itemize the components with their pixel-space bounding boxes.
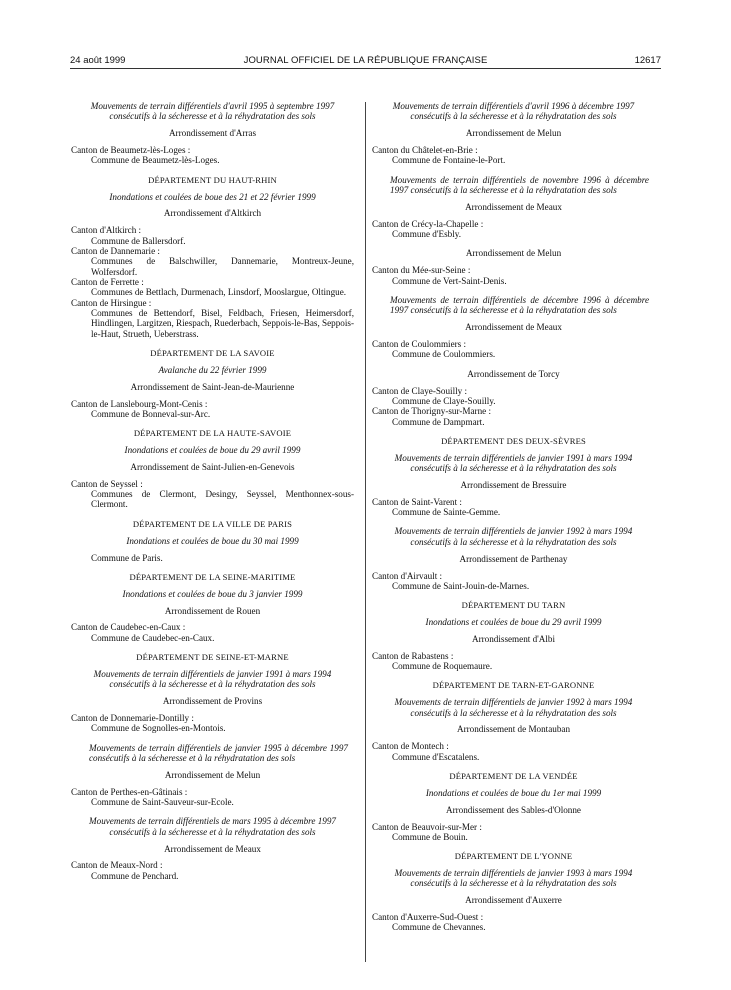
- journal-title: JOURNAL OFFICIEL DE LA RÉPUBLIQUE FRANÇAISE: [243, 55, 488, 66]
- section-heading: Avalanche du 22 février 1999: [158, 364, 267, 375]
- commune: Communes de Clermont, Desingy, Seyssel, Menthonnex-sous-Clermont.: [91, 489, 354, 510]
- section-heading: Inondations et coulées de boue du 30 mai 1999: [126, 535, 299, 546]
- canton: Canton de Coulommiers :: [372, 339, 467, 349]
- section-heading: Mouvements de terrain différentiels de janvier 1992 à mars 1994 consécutifs à la sécheresse et à la réhydratation des sols: [394, 697, 633, 718]
- commune: Commune de Dampmart.: [392, 416, 485, 427]
- canton: Canton de Caudebec-en-Caux :: [71, 622, 186, 633]
- arrondissement: Arrondissement de Meaux: [465, 201, 562, 212]
- right-column: [372, 101, 655, 933]
- arrondissement: Arrondissement de Rouen: [164, 605, 261, 616]
- arrondissement: Arrondissement d'Auxerre: [465, 895, 562, 906]
- arrondissement: Arrondissement de Melun: [465, 128, 562, 139]
- arrondissement: Arrondissement de Meaux: [465, 322, 562, 333]
- department-heading: DÉPARTEMENT DE LA VENDÉE: [449, 770, 578, 781]
- page-header: [0, 55, 731, 69]
- section-heading: Mouvements de terrain différentiels d'avril 1996 à décembre 1997 consécutifs à la sécheresse et à la réhydratation des sols: [392, 101, 635, 122]
- commune: Commune de Saint-Sauveur-sur-Ecole.: [91, 797, 234, 807]
- canton: Canton de Perthes-en-Gâtinais :: [71, 786, 188, 797]
- canton: Canton de Meaux-Nord :: [71, 860, 163, 871]
- commune: Communes de Balschwiller, Dannemarie, Montreux-Jeune, Wolfersdorf.: [91, 256, 354, 277]
- commune: Commune d'Escatalens.: [392, 751, 480, 762]
- commune: Communes de Bettlach, Durmenach, Linsdorf, Mooslargue, Oltingue.: [91, 287, 347, 298]
- commune: Commune de Coulommiers.: [392, 349, 496, 360]
- commune: Commune de Caudebec-en-Caux.: [91, 632, 215, 643]
- section-heading: Mouvements de terrain différentiels de janvier 1991 à mars 1994 consécutifs à la sécheresse et à la réhydratation des sols: [394, 452, 633, 474]
- arrondissement: Arrondissement de Provins: [162, 696, 263, 707]
- commune: Commune de Bonneval-sur-Arc.: [91, 408, 211, 419]
- arrondissement: Arrondissement de Parthenay: [459, 553, 568, 564]
- canton: Canton du Mée-sur-Seine :: [372, 265, 471, 276]
- commune: Commune de Fontaine-le-Port.: [392, 155, 506, 166]
- commune: Commune de Bouin.: [392, 831, 468, 842]
- section-heading: Inondations et coulées de boue du 1er mai 1999: [425, 787, 602, 798]
- arrondissement: Arrondissement d'Albi: [472, 633, 555, 644]
- canton: Canton de Donnemarie-Dontilly :: [71, 712, 194, 723]
- arrondissement: Arrondissement de Melun: [465, 248, 562, 259]
- department-heading: DÉPARTEMENT DE LA SEINE-MARITIME: [129, 571, 296, 582]
- commune: Commune de Beaumetz-lès-Loges.: [91, 155, 220, 166]
- commune: Communes de Bettendorf, Bisel, Feldbach, Friesen, Heimersdorf, Hindlingen, Largitzen, Riespach, Ruederbach, Seppois-le-Bas, Seppois-le-Haut, Strueth, Ueberstrass.: [91, 308, 354, 339]
- section-heading: Mouvements de terrain différentiels de janvier 1995 à décembre 1997 consécutifs à la sécheresse et à la réhydratation des sols: [89, 742, 348, 763]
- arrondissement: Arrondissement de Saint-Jean-de-Maurienne: [130, 381, 295, 392]
- section-heading: Mouvements de terrain différentiels de janvier 1993 à mars 1994 consécutifs à la sécheresse et à la réhydratation des sols: [394, 868, 633, 889]
- department-heading: DÉPARTEMENT DE SEINE-ET-MARNE: [136, 652, 289, 663]
- commune: Commune de Claye-Souilly.: [392, 395, 496, 406]
- issue-date: 24 août 1999: [70, 55, 126, 66]
- header-rule: [70, 68, 661, 69]
- department-heading: DÉPARTEMENT DE LA HAUTE-SAVOIE: [133, 428, 292, 439]
- commune: Commune de Sognolles-en-Montois.: [91, 723, 226, 734]
- commune: Commune de Roquemaure.: [392, 661, 493, 672]
- arrondissement: Arrondissement d'Altkirch: [163, 208, 262, 219]
- commune: Commune de Saint-Jouin-de-Marnes.: [392, 580, 530, 591]
- commune: Commune de Paris.: [91, 552, 163, 563]
- arrondissement: Arrondissement de Bressuire: [460, 479, 567, 490]
- commune: Commune de Chevannes.: [392, 922, 486, 933]
- left-column: [71, 101, 354, 881]
- canton: Canton de Lanslebourg-Mont-Cenis :: [71, 398, 208, 409]
- commune: Commune de Sainte-Gemme.: [392, 507, 501, 518]
- department-heading: DÉPARTEMENT DE TARN-ET-GARONNE: [432, 680, 595, 691]
- canton: Canton d'Altkirch :: [71, 225, 142, 236]
- arrondissement: Arrondissement des Sables-d'Olonne: [446, 804, 581, 815]
- commune: Commune de Vert-Saint-Denis.: [392, 275, 507, 286]
- canton: Canton d'Auxerre-Sud-Ouest :: [372, 912, 484, 923]
- section-heading: Mouvements de terrain différentiels de décembre 1996 à décembre 1997 consécutifs à la sécheresse et à la réhydratation des sols: [390, 294, 649, 316]
- canton: Canton de Beaumetz-lès-Loges :: [71, 145, 191, 156]
- arrondissement: Arrondissement de Melun: [164, 769, 261, 780]
- canton: Canton de Hirsingue :: [71, 297, 152, 308]
- canton: Canton d'Airvault :: [372, 570, 443, 581]
- section-heading: Mouvements de terrain différentiels de janvier 1992 à mars 1994 consécutifs à la sécheresse et à la réhydratation des sols: [394, 526, 633, 547]
- section-heading: Inondations et coulées de boue du 3 janvier 1999: [122, 588, 303, 599]
- commune: Commune de Penchard.: [91, 870, 179, 881]
- canton: Canton de Montech :: [372, 741, 449, 752]
- canton: Canton de Thorigny-sur-Marne :: [372, 406, 492, 417]
- department-heading: DÉPARTEMENT DU HAUT-RHIN: [148, 174, 277, 185]
- canton: Canton de Ferrette :: [71, 276, 144, 287]
- page-number: 12617: [634, 55, 661, 66]
- department-heading: DÉPARTEMENT DE LA VILLE DE PARIS: [132, 518, 293, 529]
- canton: Canton de Saint-Varent :: [372, 496, 462, 507]
- commune: Commune d'Esbly.: [392, 229, 461, 240]
- canton: Canton de Dannemarie :: [71, 245, 160, 256]
- arrondissement: Arrondissement d'Arras: [168, 128, 257, 139]
- arrondissement: Arrondissement de Saint-Julien-en-Genevois: [130, 461, 295, 472]
- canton: Canton de Seyssel :: [71, 478, 143, 489]
- section-heading: Mouvements de terrain différentiels de mars 1995 à décembre 1997 consécutifs à la sécheresse et à la réhydratation des sols: [89, 816, 336, 837]
- department-heading: DÉPARTEMENT DU TARN: [461, 600, 566, 611]
- commune: Commune de Ballersdorf.: [91, 235, 186, 246]
- section-heading: Mouvements de terrain différentiels d'avril 1995 à septembre 1997 consécutifs à la sécheresse et à la réhydratation des sols: [90, 101, 335, 122]
- arrondissement: Arrondissement de Meaux: [164, 843, 261, 854]
- canton: Canton de Crécy-la-Chapelle :: [372, 218, 484, 229]
- department-heading: DÉPARTEMENT DE L'YONNE: [454, 851, 573, 862]
- department-heading: DÉPARTEMENT DE LA SAVOIE: [150, 348, 275, 359]
- canton: Canton du Châtelet-en-Brie :: [372, 145, 478, 156]
- canton: Canton de Rabastens :: [372, 650, 454, 661]
- section-heading: Mouvements de terrain différentiels de janvier 1991 à mars 1994 consécutifs à la sécheresse et à la réhydratation des sols: [93, 668, 332, 690]
- column-divider: [365, 102, 366, 962]
- canton: Canton de Beauvoir-sur-Mer :: [372, 821, 482, 832]
- department-heading: DÉPARTEMENT DES DEUX-SÈVRES: [441, 435, 586, 446]
- canton: Canton de Claye-Souilly :: [372, 385, 468, 396]
- arrondissement: Arrondissement de Montauban: [456, 724, 571, 735]
- section-heading: Mouvements de terrain différentiels de novembre 1996 à décembre 1997 consécutifs à la sécheresse et à la réhydratation des sols: [390, 174, 649, 196]
- section-heading: Inondations et coulées de boue des 21 et 22 février 1999: [109, 191, 316, 202]
- section-heading: Inondations et coulées de boue du 29 avril 1999: [124, 445, 301, 456]
- arrondissement: Arrondissement de Torcy: [467, 368, 560, 379]
- section-heading: Inondations et coulées de boue du 29 avril 1999: [425, 617, 602, 628]
